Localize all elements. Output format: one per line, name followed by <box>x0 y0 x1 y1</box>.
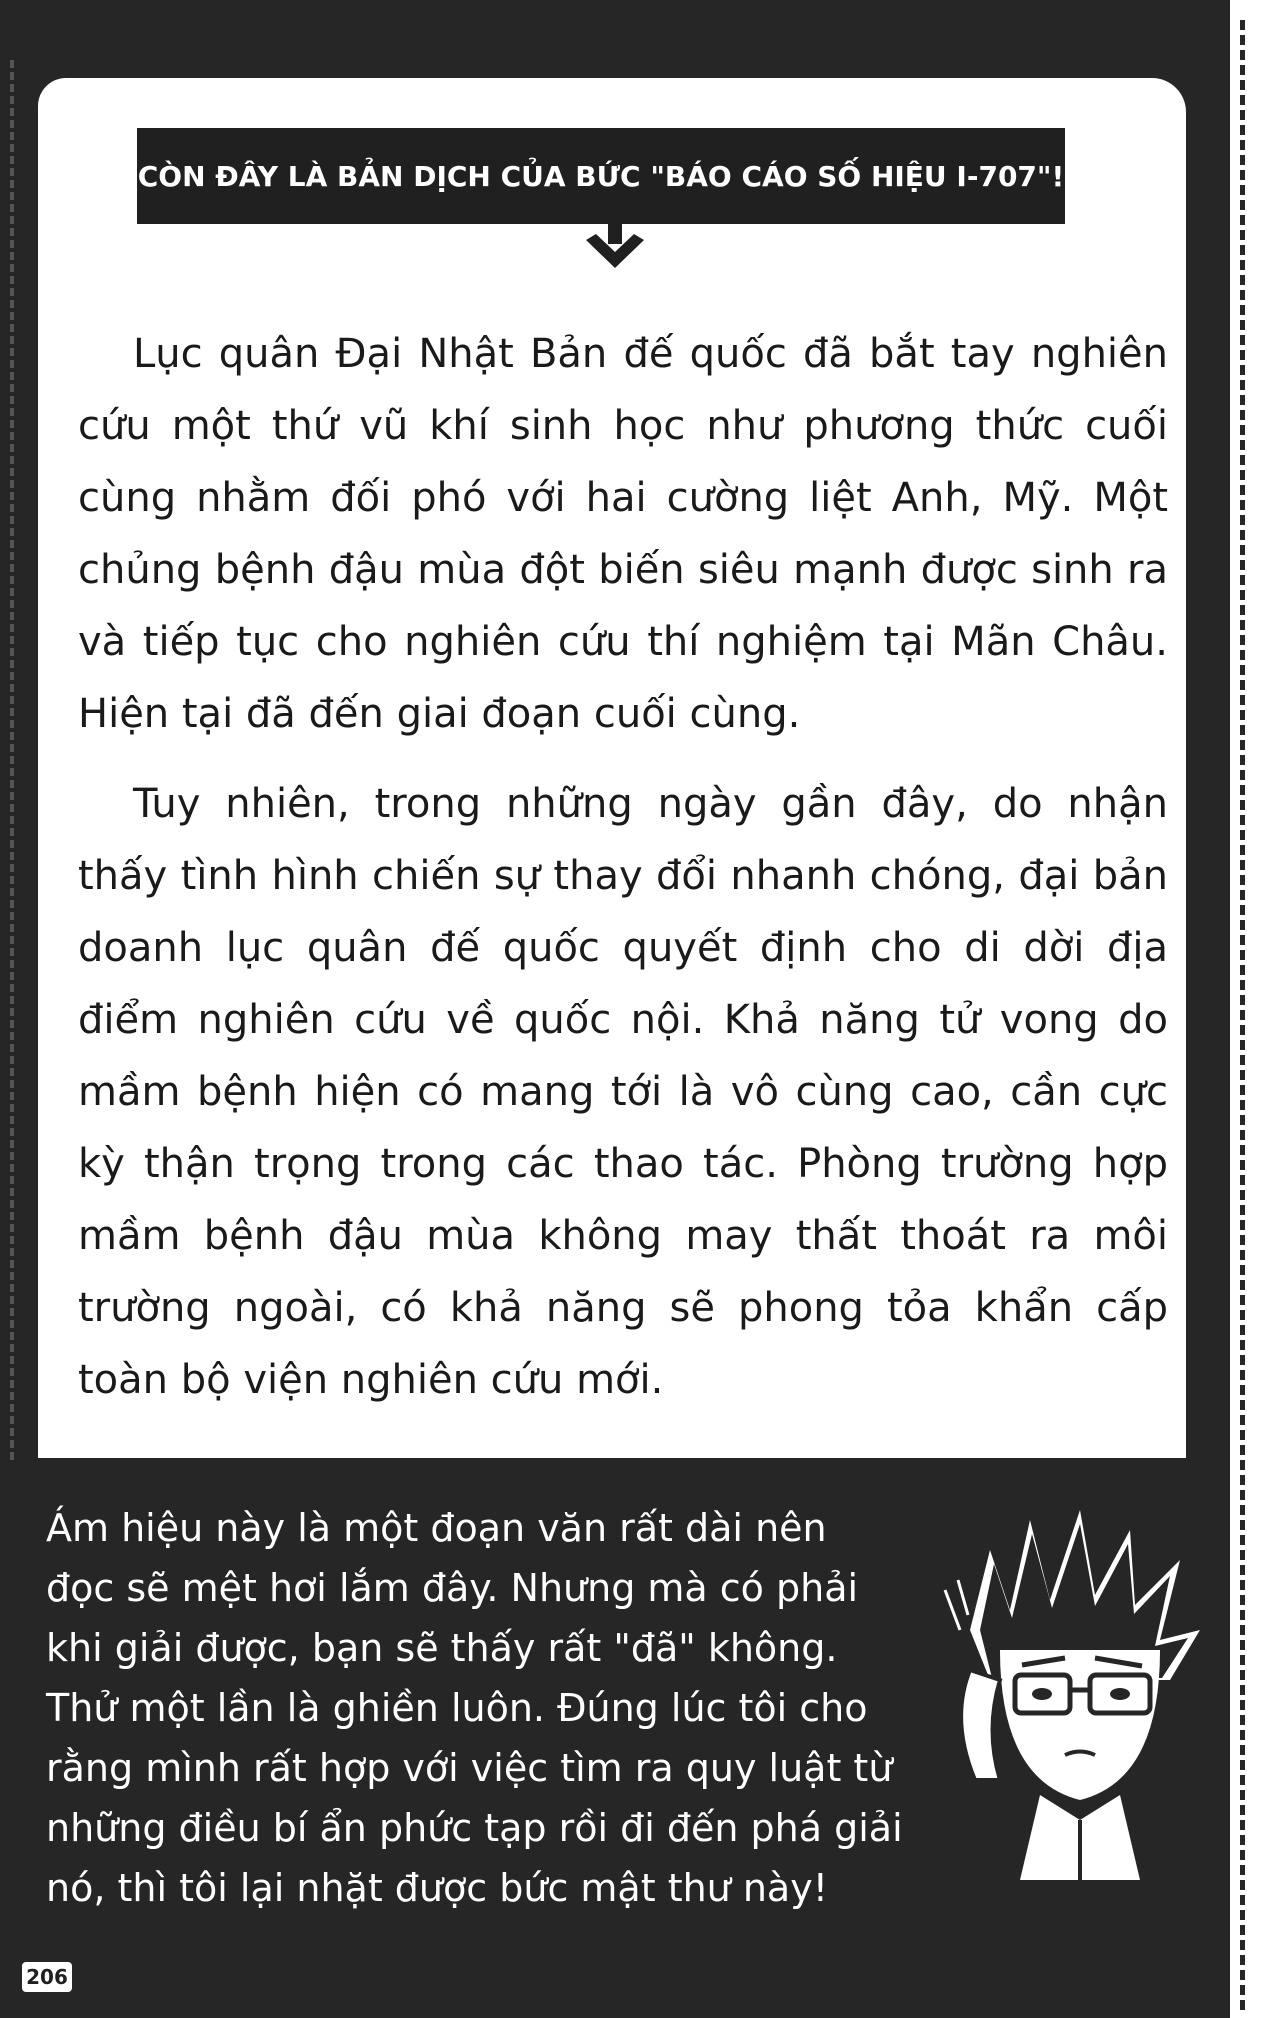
down-arrow-icon <box>580 218 650 278</box>
boy-with-glasses-illustration <box>930 1480 1230 1880</box>
dashed-border-left <box>10 60 14 1460</box>
narrator-note: Ám hiệu này là một đoạn văn rất dài nên đọc sẽ mệt hơi lắm đây. Nhưng mà có phải khi giải được, bạn sẽ thấy rất "đã" không. Thử một lần là ghiền luôn. Đúng lúc tôi cho rằng mình rất hợp với việc tìm ra quy luật từ những điều bí ẩn phức tạp rồi đi đến phá giải nó, thì tôi lại nhặt được bức mật thư này! <box>46 1506 903 1910</box>
header-title: CÒN ĐÂY LÀ BẢN DỊCH CỦA BỨC "BÁO CÁO SỐ HIỆU I-707"! <box>137 159 1065 193</box>
page-number: 206 <box>22 1962 72 1992</box>
dashed-border-right <box>1240 20 1245 2010</box>
header-banner <box>137 128 1065 224</box>
dashed-border-top <box>0 20 1230 26</box>
report-paragraph-2: Tuy nhiên, trong những ngày gần đây, do nhận thấy tình hình chiến sự thay đổi nhanh chóng, đại bản doanh lục quân đế quốc quyết định cho di dời địa điểm nghiên cứu về quốc nội. Khả năng tử vong do mầm bệnh hiện có mang tới là vô cùng cao, cần cực kỳ thận trọng trong các thao tác. Phòng trường hợp mầm bệnh đậu mùa không may thất thoát ra môi trường ngoài, có khả năng sẽ phong tỏa khẩn cấp toàn bộ viện nghiên cứu mới. <box>78 781 1168 1403</box>
report-paragraph-1: Lục quân Đại Nhật Bản đế quốc đã bắt tay nghiên cứu một thứ vũ khí sinh học như phương thức cuối cùng nhằm đối phó với hai cường liệt Anh, Mỹ. Một chủng bệnh đậu mùa đột biến siêu mạnh được sinh ra và tiếp tục cho nghiên cứu thí nghiệm tại Mãn Châu. Hiện tại đã đến giai đoạn cuối cùng. <box>78 331 1168 737</box>
report-text <box>78 318 1168 1434</box>
